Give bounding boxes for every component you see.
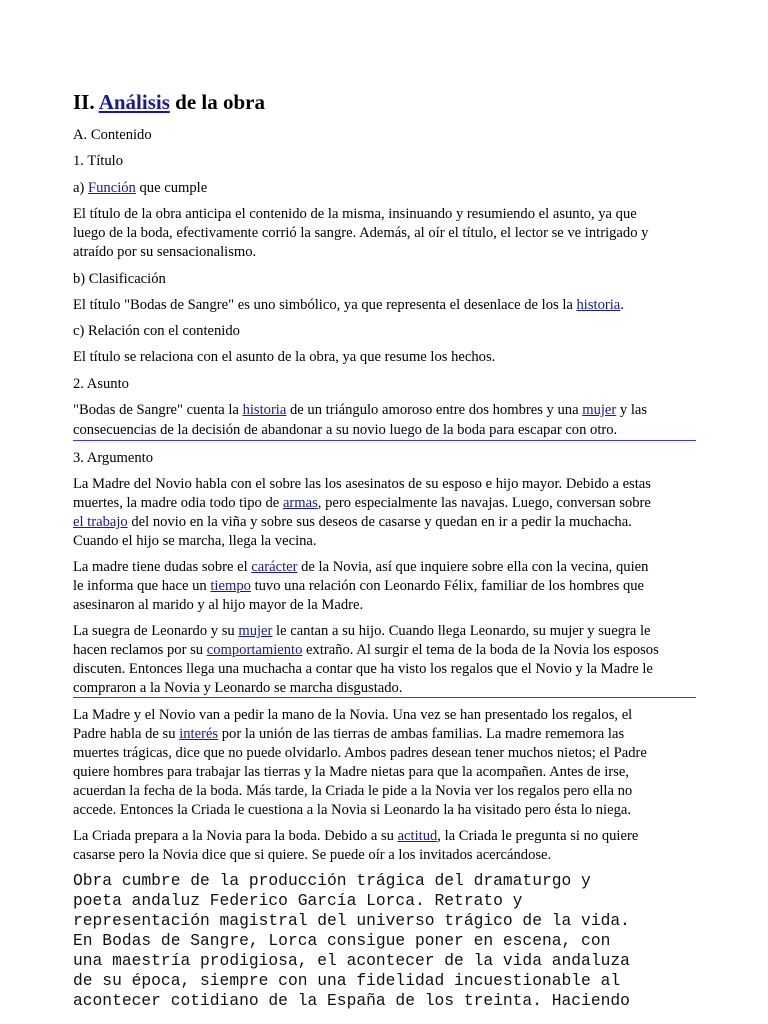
- asunto-body-line: consecuencias de la decisión de abandonar a su novio luego de la boda para escapar con otro.: [73, 422, 618, 438]
- mono-text-line: de su época, siempre con una fidelidad incuestionable al: [73, 971, 621, 990]
- paragraph-line: casarse pero la Novia dice que si quiere. Se puede oír a los invitados acercándose.: [73, 847, 552, 863]
- analisis-link[interactable]: Análisis: [98, 90, 170, 114]
- paragraph-line: hacen reclamos por su comportamiento extraño. Al surgir el tema de la boda de la Novia los esposos: [73, 642, 659, 658]
- paragraph-line: accede. Entonces la Criada le cuestiona a la Novia si Leonardo la ha visitado pero ésta lo niega.: [73, 802, 631, 818]
- paragraph-line: asesinaron al marido y al hijo mayor de la Madre.: [73, 597, 364, 613]
- subheading-argumento: 3. Argumento: [73, 450, 153, 466]
- mujer-link[interactable]: mujer: [582, 402, 617, 418]
- funcion-body-line: atraído por su sensacionalismo.: [73, 244, 257, 260]
- armas-link[interactable]: armas: [282, 495, 318, 511]
- mono-text-line: poeta andaluz Federico García Lorca. Retrato y: [73, 891, 523, 910]
- mujer-link[interactable]: mujer: [238, 623, 273, 639]
- paragraph-line: La madre tiene dudas sobre el carácter de la Novia, así que inquiere sobre ella con la vecina, quien: [73, 559, 649, 575]
- funcion-body-line: luego de la boda, efectivamente corrió la sangre. Además, al oír el título, el lector se ve intrigado y: [73, 225, 649, 241]
- historia-link[interactable]: historia: [242, 402, 287, 418]
- section-divider: [73, 697, 696, 698]
- funcion-body-line: El título de la obra anticipa el contenido de la misma, insinuando y resumiendo el asunto, ya que: [73, 206, 637, 222]
- paragraph-line: La Criada prepara a la Novia para la boda. Debido a su actitud, la Criada le pregunta si no quiere: [73, 828, 639, 844]
- paragraph-line: el trabajo del novio en la viña y sobre sus deseos de casarse y quedan en ir a pedir la muchacha.: [73, 514, 632, 530]
- subheading-clasificacion: b) Clasificación: [73, 271, 166, 287]
- mono-text-line: En Bodas de Sangre, Lorca consigue poner en escena, con: [73, 931, 611, 950]
- subheading-asunto: 2. Asunto: [73, 376, 129, 392]
- el-trabajo-link[interactable]: el trabajo: [73, 514, 128, 530]
- mono-text-line: representación magistral del universo trágico de la vida.: [73, 911, 630, 930]
- paragraph-line: La Madre y el Novio van a pedir la mano de la Novia. Una vez se han presentado los regalos, el: [73, 707, 633, 723]
- tiempo-link[interactable]: tiempo: [210, 578, 251, 594]
- subheading-funcion: a) Función que cumple: [73, 180, 208, 196]
- mono-text-line: una maestría prodigiosa, el acontecer de la vida andaluza: [73, 951, 630, 970]
- paragraph-line: Cuando el hijo se marcha, llega la vecina.: [73, 533, 317, 549]
- subheading-relacion: c) Relación con el contenido: [73, 323, 240, 339]
- subheading-contenido: A. Contenido: [73, 127, 152, 143]
- comportamiento-link[interactable]: comportamiento: [206, 642, 303, 658]
- paragraph-line: La Madre del Novio habla con el sobre las los asesinatos de su esposo e hijo mayor. Debido a estas: [73, 476, 651, 492]
- paragraph-line: discuten. Entonces llega una muchacha a contar que ha visto los regalos que el Novio y la Madre le: [73, 661, 653, 677]
- paragraph-line: compraron a la Novia y Leonardo se marcha disgustado.: [73, 680, 403, 696]
- paragraph-line: acuerdan la fecha de la boda. Más tarde, la Criada le pide a la Novia ver los regalos pero ella no: [73, 783, 633, 799]
- caracter-link[interactable]: carácter: [251, 559, 298, 575]
- actitud-link[interactable]: actitud: [397, 828, 438, 844]
- relacion-body: El título se relaciona con el asunto de la obra, ya que resume los hechos.: [73, 349, 496, 365]
- mono-text-line: acontecer cotidiano de la España de los treinta. Haciendo: [73, 991, 630, 1010]
- paragraph-line: muertes trágicas, dice que no puede olvidarlo. Ambos padres desean tener muchos nietos; el Padre: [73, 745, 647, 761]
- interes-link[interactable]: interés: [179, 726, 219, 742]
- paragraph-line: le informa que hace un tiempo tuvo una relación con Leonardo Félix, familiar de los hombres que: [73, 578, 645, 594]
- subheading-titulo: 1. Título: [73, 153, 124, 169]
- asunto-body-line: "Bodas de Sangre" cuenta la historia de un triángulo amoroso entre dos hombres y una mujer y las: [73, 402, 648, 418]
- paragraph-line: Padre habla de su interés por la unión de las tierras de ambas familias. La madre rememora las: [73, 726, 625, 742]
- section-heading: II. Análisis de la obra: [73, 90, 265, 114]
- mono-text-line: Obra cumbre de la producción trágica del dramaturgo y: [73, 871, 591, 890]
- section-divider: [73, 440, 696, 441]
- historia-link[interactable]: historia: [576, 297, 621, 313]
- paragraph-line: La suegra de Leonardo y su mujer le cantan a su hijo. Cuando llega Leonardo, su mujer y suegra le: [73, 623, 651, 639]
- funcion-link[interactable]: Función: [88, 180, 136, 196]
- paragraph-line: muertes, la madre odia todo tipo de armas, pero especialmente las navajas. Luego, conversan sobre: [73, 495, 651, 511]
- paragraph-line: quiere hombres para trabajar las tierras y la Madre nietas para que la acompañen. Antes de irse,: [73, 764, 629, 780]
- clasificacion-body: El título "Bodas de Sangre" es uno simbólico, ya que representa el desenlace de los la historia.: [73, 297, 624, 313]
